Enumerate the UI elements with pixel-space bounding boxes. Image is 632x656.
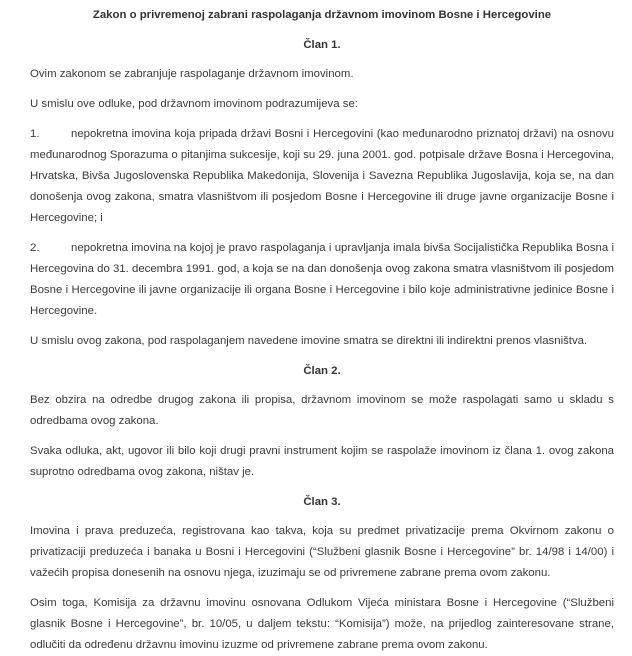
- article-1-paragraph-definition: U smislu ove odluke, pod državnom imovinom podrazumijeva se:: [30, 98, 358, 110]
- article-3-paragraph-2: Osim toga, Komisija za državnu imovinu osnovana Odlukom Vijeća ministara Bosne i Hercegovine (“Službeni glasnik Bosne i Hercegovine”, br. 10/05, u daljem tekstu: “Komisija”) može, na prijedlog zainteresovane strane, odlučiti da određenu državnu imovinu izuzme od privremene zabrane prema ovom zakonu.: [30, 597, 614, 651]
- document-title: Zakon o privremenoj zabrani raspolaganja državnom imovinom Bosne i Hercegovine: [92, 9, 552, 21]
- article-2-paragraph-2: Svaka odluka, akt, ugovor ili bilo koji drugi pravni instrument kojim se raspolaže imovinom iz člana 1. ovog zakona suprotno odredbama ovog zakona, ništav je.: [30, 445, 614, 478]
- list-item-number: 2.: [30, 242, 40, 254]
- list-item: [30, 238, 614, 322]
- list-item-text: nepokretna imovina na kojoj je pravo raspolaganja i upravljanja imala bivša Socijalistička Republika Bosna i Hercegovina do 31. decembra 1991. god, a koja se na dan donošenja ovog zakona smatra vlasništvom ili posjedom Bosne i Hercegovine ili javne organizacije ili organa Bosne i Hercegovine i bilo koje administrativne jedinice Bosne i Hercegovine.: [30, 242, 614, 317]
- article-heading-2: Član 2.: [303, 365, 341, 377]
- list-item-number: 1.: [30, 128, 40, 140]
- list-item: [30, 124, 614, 229]
- article-2-paragraph-1: Bez obzira na odredbe drugog zakona ili propisa, državnom imovinom se može raspolagati samo u skladu s odredbama ovog zakona.: [30, 394, 614, 427]
- article-heading-3: Član 3.: [303, 496, 341, 508]
- article-1-paragraph-closing: U smislu ovog zakona, pod raspolaganjem navedene imovine smatra se direktni ili indirektni prenos vlasništva.: [30, 335, 588, 347]
- article-1-paragraph-intro: Ovim zakonom se zabranjuje raspolaganje državnom imovinom.: [30, 68, 354, 80]
- article-heading-1: Član 1.: [303, 39, 341, 51]
- list-item-text: nepokretna imovina koja pripada državi Bosni i Hercegovini (kao međunarodno priznatoj državi) na osnovu međunarodnog Sporazuma o pitanjima sukcesije, koji su 29. juna 2001. god. potpisale države Bosna i Hercegovina, Hrvatska, Bivša Jugoslovenska Republika Makedonija, Slovenija i Savezna Republika Jugoslavija, koja se, na dan donošenja ovog zakona, smatra vlasništvom ili posjedom Bosne i Hercegovine ili druge javne organizacije Bosne i Hercegovine; i: [30, 128, 614, 224]
- article-3-paragraph-1: Imovina i prava preduzeća, registrovana kao takva, koja su predmet privatizacije prema Okvirnom zakonu o privatizaciji preduzeća i banaka u Bosni i Hercegovini (“Službeni glasnik Bosne i Hercegovine” br. 14/98 i 14/00) i važećih propisa donesenih na osnovu njega, izuzimaju se od privremene zabrane prema ovom zakonu.: [30, 525, 614, 579]
